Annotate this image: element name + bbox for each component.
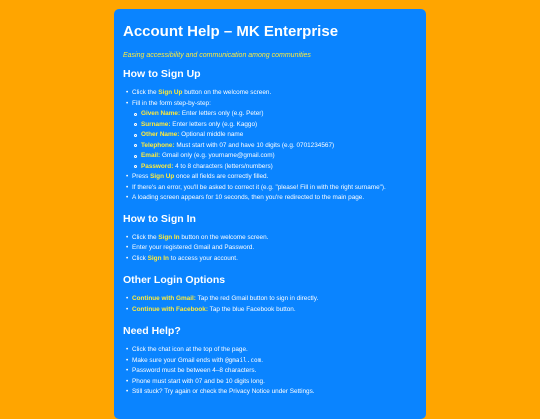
help-item-stuck: • Still stuck? Try again or check the Privacy Notice under Settings.: [132, 387, 417, 398]
need-help-list: [123, 345, 417, 398]
field-telephone: Telephone: Must start with 07 and have 10 digits (e.g. 0701234567): [141, 141, 417, 152]
signin-steps: [123, 233, 417, 265]
signin-section: [123, 213, 417, 265]
other-login-section: [123, 274, 417, 315]
facebook-option: • Continue with Facebook: Tap the blue Facebook button.: [132, 305, 417, 316]
signup-step-4: • If there's an error, you'll be asked to correct it (e.g. "please! Fill in with the right surname").: [132, 183, 417, 194]
signup-step-1: • Click the Sign Up button on the welcome screen.: [132, 88, 417, 99]
signin-heading: How to Sign In: [123, 212, 196, 225]
signup-fields: [132, 109, 417, 172]
signin-step-3: • Click Sign In to access your account.: [132, 254, 417, 265]
field-surname: Surname: Enter letters only (e.g. Kaggo): [141, 120, 417, 131]
field-password: Password: 4 to 8 characters (letters/numbers): [141, 162, 417, 173]
gmail-domain-code: @gmail.com: [225, 356, 262, 364]
help-item-password: • Password must be between 4–8 characters.: [132, 366, 417, 377]
signup-step-5: • A loading screen appears for 10 seconds, then you're redirected to the main page.: [132, 193, 417, 204]
signup-heading: How to Sign Up: [123, 68, 201, 80]
other-login-heading: Other Login Options: [123, 274, 226, 286]
help-item-gmail: • Make sure your Gmail ends with @gmail.com.: [132, 356, 417, 367]
field-email: Email: Gmail only (e.g. yourname@gmail.com): [141, 151, 417, 162]
signup-section: [123, 68, 417, 204]
help-item-phone: • Phone must start with 07 and be 10 digits long.: [132, 377, 417, 388]
field-other-name: Other Name: Optional middle name: [141, 130, 417, 141]
other-login-list: [123, 294, 417, 315]
need-help-heading: Need Help?: [123, 325, 181, 337]
tagline: Easing accessibility and communication among communities: [123, 52, 311, 59]
help-card: [114, 9, 426, 419]
sign-in-keyword: Sign In: [147, 254, 169, 262]
sign-up-keyword: Sign Up: [150, 173, 175, 180]
signup-step-2: • Fill in the form step-by-step: Given Name: Enter letters only (e.g. Peter) Surname: Enter letters only (e.g. Kaggo) Other Name: Optional middle name Telephone: Must start with 07 and have 10 digits (e.g. 0701234567) Email: Gmail only (e.g. yourname@gmail.com) Password: 4 to 8 characters (letters/numbers): [132, 99, 417, 173]
signin-step-2: • Enter your registered Gmail and Password.: [132, 243, 417, 254]
sign-up-keyword: Sign Up: [158, 89, 183, 96]
signup-steps: [123, 88, 417, 204]
page-title: Account Help – MK Enterprise: [123, 23, 339, 40]
gmail-option: • Continue with Gmail: Tap the red Gmail button to sign in directly.: [132, 294, 417, 305]
need-help-section: [123, 325, 417, 398]
help-item-chat: • Click the chat icon at the top of the page.: [132, 345, 417, 356]
sign-in-keyword: Sign In: [158, 233, 180, 241]
field-given-name: Given Name: Enter letters only (e.g. Peter): [141, 109, 417, 120]
signup-step-3: • Press Sign Up once all fields are correctly filled.: [132, 172, 417, 183]
signin-step-1: • Click the Sign In button on the welcome screen.: [132, 233, 417, 244]
